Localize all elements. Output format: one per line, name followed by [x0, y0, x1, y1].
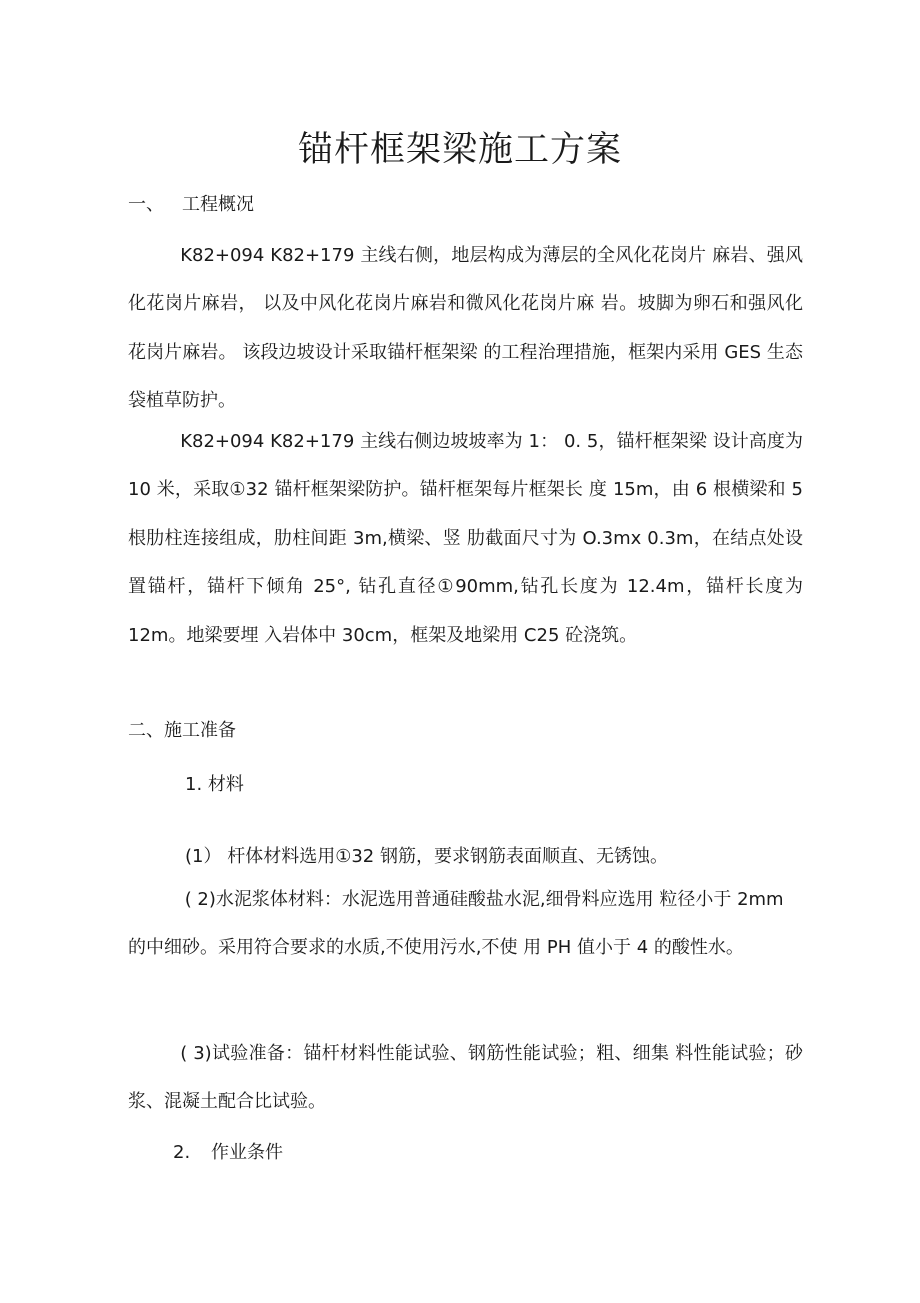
paragraph-design: K82+094 K82+179 主线右侧边坡坡率为 1： 0. 5，锚杆框架梁 设计高度为 10 米，采取①32 锚杆框架梁防护。锚杆框架每片框架长 度 15m，由 6 根横梁和 5 根肋柱连接组成，肋柱间距 3m,横梁、竖 肋截面尺寸为 O.3mx 0.3m，在结点处设置锚杆，锚杆下倾角 25°, 钻孔直径①90mm,钻孔长度为 12.4m，锚杆长度为 12m。地梁要埋 入岩体中 30cm，框架及地梁用 C25 砼浇筑。 — [128, 431, 803, 646]
material-item-2: ( 2)水泥浆体材料：水泥选用普通硅酸盐水泥,细骨料应选用 粒径小于 2mm 的中细砂。采用符合要求的水质,不使用污水,不使 用 PH 值小于 4 的酸性水。 — [128, 889, 784, 959]
subheading-work-conditions — [173, 1138, 283, 1164]
section-heading-preparation: 二、施工准备 — [128, 720, 236, 741]
item-label: 作业条件 — [211, 1142, 283, 1163]
section-label: 工程概况 — [182, 194, 254, 215]
item-number: 2. — [173, 1142, 191, 1163]
paragraph-geology: K82+094 K82+179 主线右侧，地层构成为薄层的全风化花岗片 麻岩、强风化花岗片麻岩， 以及中风化花岗片麻岩和微风化花岗片麻 岩。坡脚为卵石和强风化花岗片麻岩。 该段边坡设计采取锚杆框架梁 的工程治理措施，框架内采用 GES 生态袋植草防护。 — [128, 245, 803, 412]
material-item-1: (1） 杆体材料选用①32 钢筋，要求钢筋表面顺直、无锈蚀。 — [185, 846, 668, 867]
document-title: 锚杆框架梁施工方案 — [297, 130, 622, 170]
section-number: 一、 — [128, 194, 164, 215]
section-heading-overview — [128, 190, 254, 216]
subheading-materials: 1. 材料 — [185, 774, 244, 795]
material-item-3: ( 3)试验准备：锚杆材料性能试验、钢筋性能试验；粗、细集 料性能试验；砂浆、混凝土配合比试验。 — [128, 1043, 803, 1113]
